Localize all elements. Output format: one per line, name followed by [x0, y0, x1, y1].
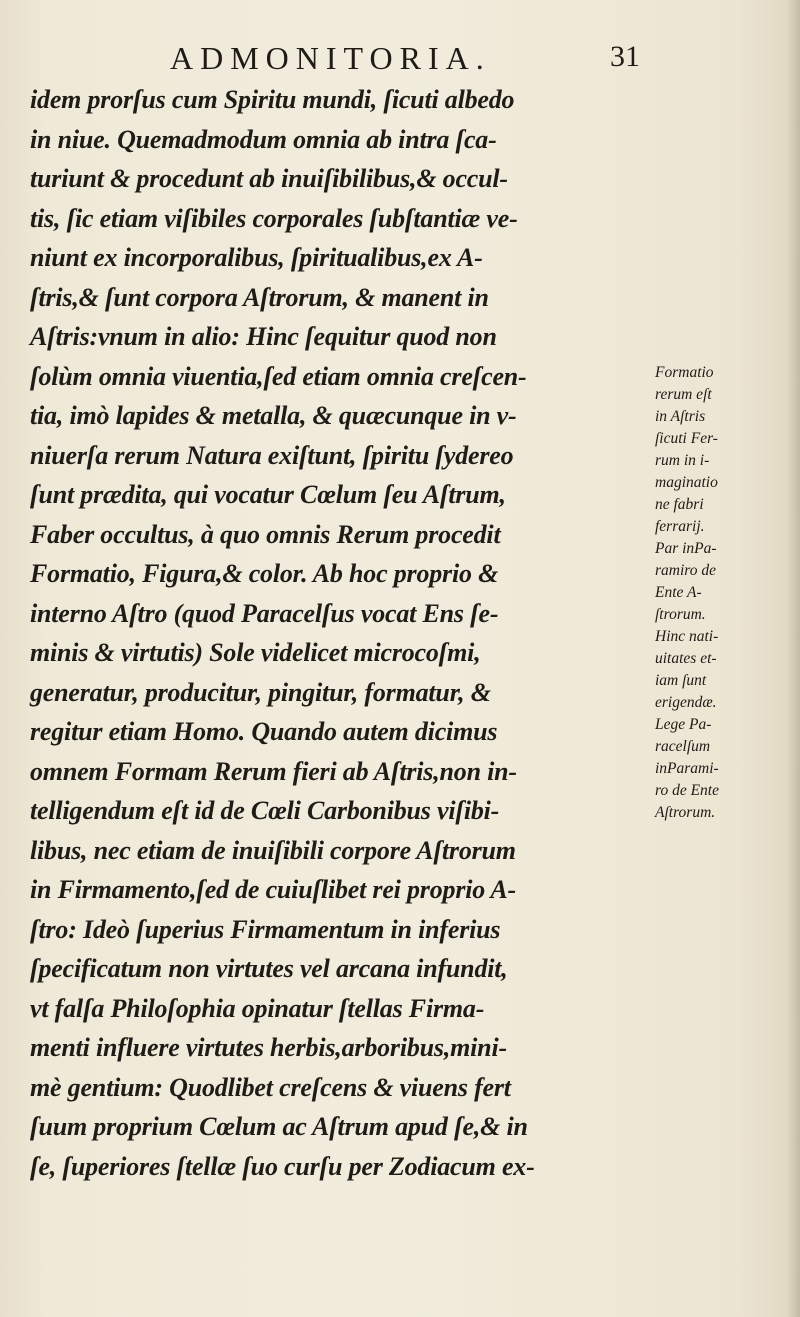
text-line: mè gentium: Quodlibet creſcens & viuens fert	[30, 1072, 511, 1102]
marginal-notes	[655, 362, 775, 824]
margin-note-line: inParami-	[655, 760, 719, 777]
text-line: ſtro: Ideò ſuperius Firmamentum in inferius	[30, 914, 501, 944]
margin-note-line: ne fabri	[655, 496, 704, 513]
text-line: ſolùm omnia viuentia,ſed etiam omnia creſcen-	[30, 361, 527, 391]
text-line: tis, ſic etiam viſibiles corporales ſubſtantiæ ve-	[30, 203, 518, 233]
margin-note-line: ramiro de	[655, 562, 716, 579]
text-line: regitur etiam Homo. Quando autem dicimus	[30, 717, 498, 746]
text-line: niunt ex incorporalibus, ſpiritualibus,ex A-	[30, 243, 483, 272]
margin-note-line: ſicuti Fer-	[655, 430, 718, 447]
margin-note-line: rum in i-	[655, 452, 710, 469]
text-line: interno Aſtro (quod Paracelſus vocat Ens ſe-	[30, 598, 499, 628]
running-head: ADMONITORIA.	[170, 40, 491, 76]
text-line: Formatio, Figura,& color. Ab hoc proprio &	[30, 559, 499, 588]
text-line: generatur, producitur, pingitur, formatur, &	[30, 677, 491, 707]
margin-note-line: Ente A-	[655, 584, 702, 601]
text-line: vt falſa Philoſophia opinatur ſtellas Firma-	[30, 993, 485, 1023]
margin-note-line: Par inPa-	[655, 540, 717, 557]
margin-note-line: maginatio	[655, 474, 718, 491]
page-header	[170, 40, 640, 80]
margin-note-line: Hinc nati-	[655, 628, 719, 645]
main-text-block	[30, 80, 630, 1186]
text-line: in Firmamento,ſed de cuiuſlibet rei proprio A-	[30, 875, 517, 904]
text-line: in niue. Quemadmodum omnia ab intra ſca-	[30, 124, 497, 154]
text-line: tia, imò lapides & metalla, & quæcunque in v-	[30, 401, 517, 430]
text-line: omnem Formam Rerum fieri ab Aſtris,non in-	[30, 756, 517, 786]
text-line: minis & virtutis) Sole videlicet microcoſmi,	[30, 638, 481, 667]
text-line: ſtris,& ſunt corpora Aſtrorum, & manent in	[30, 282, 489, 312]
text-line: menti influere virtutes herbis,arboribus,mini-	[30, 1033, 507, 1062]
text-line: ſuum proprium Cœlum ac Aſtrum apud ſe,& in	[30, 1112, 528, 1141]
text-line: Aſtris:vnum in alio: Hinc ſequitur quod non	[30, 322, 497, 351]
margin-note-line: ſtrorum.	[655, 606, 706, 623]
margin-note-line: ferrarij.	[655, 518, 705, 535]
margin-note-line: erigendæ.	[655, 694, 717, 711]
text-line: Faber occultus, à quo omnis Rerum procedit	[30, 519, 501, 549]
text-line: idem prorſus cum Spiritu mundi, ſicuti albedo	[30, 85, 515, 114]
margin-note-line: uitates et-	[655, 650, 717, 667]
margin-note-line: iam ſunt	[655, 672, 707, 689]
margin-note-line: Lege Pa-	[655, 716, 712, 733]
margin-note-line: rerum eſt	[655, 386, 712, 403]
text-line: ſe, ſuperiores ſtellæ ſuo curſu per Zodiacum ex-	[30, 1151, 535, 1181]
text-line: telligendum eſt id de Cœli Carbonibus viſibi-	[30, 796, 500, 825]
page-edge-shadow	[786, 0, 800, 1317]
text-line: turiunt & procedunt ab inuiſibilibus,& occul-	[30, 164, 508, 193]
margin-note-line: Aſtrorum.	[655, 804, 716, 821]
text-line: ſunt prædita, qui vocatur Cœlum ſeu Aſtrum,	[30, 480, 506, 509]
text-line: ſpecificatum non virtutes vel arcana infundit,	[30, 954, 508, 983]
text-line: niuerſa rerum Natura exiſtunt, ſpiritu ſydereo	[30, 440, 514, 470]
text-line: libus, nec etiam de inuiſibili corpore Aſtrorum	[30, 835, 516, 865]
margin-note-line: racelſum	[655, 738, 711, 755]
margin-note-line: in Aſtris	[655, 408, 706, 425]
margin-note-line: ro de Ente	[655, 782, 719, 799]
page-number: 31	[610, 40, 640, 73]
margin-note-line: Formatio	[655, 364, 714, 381]
